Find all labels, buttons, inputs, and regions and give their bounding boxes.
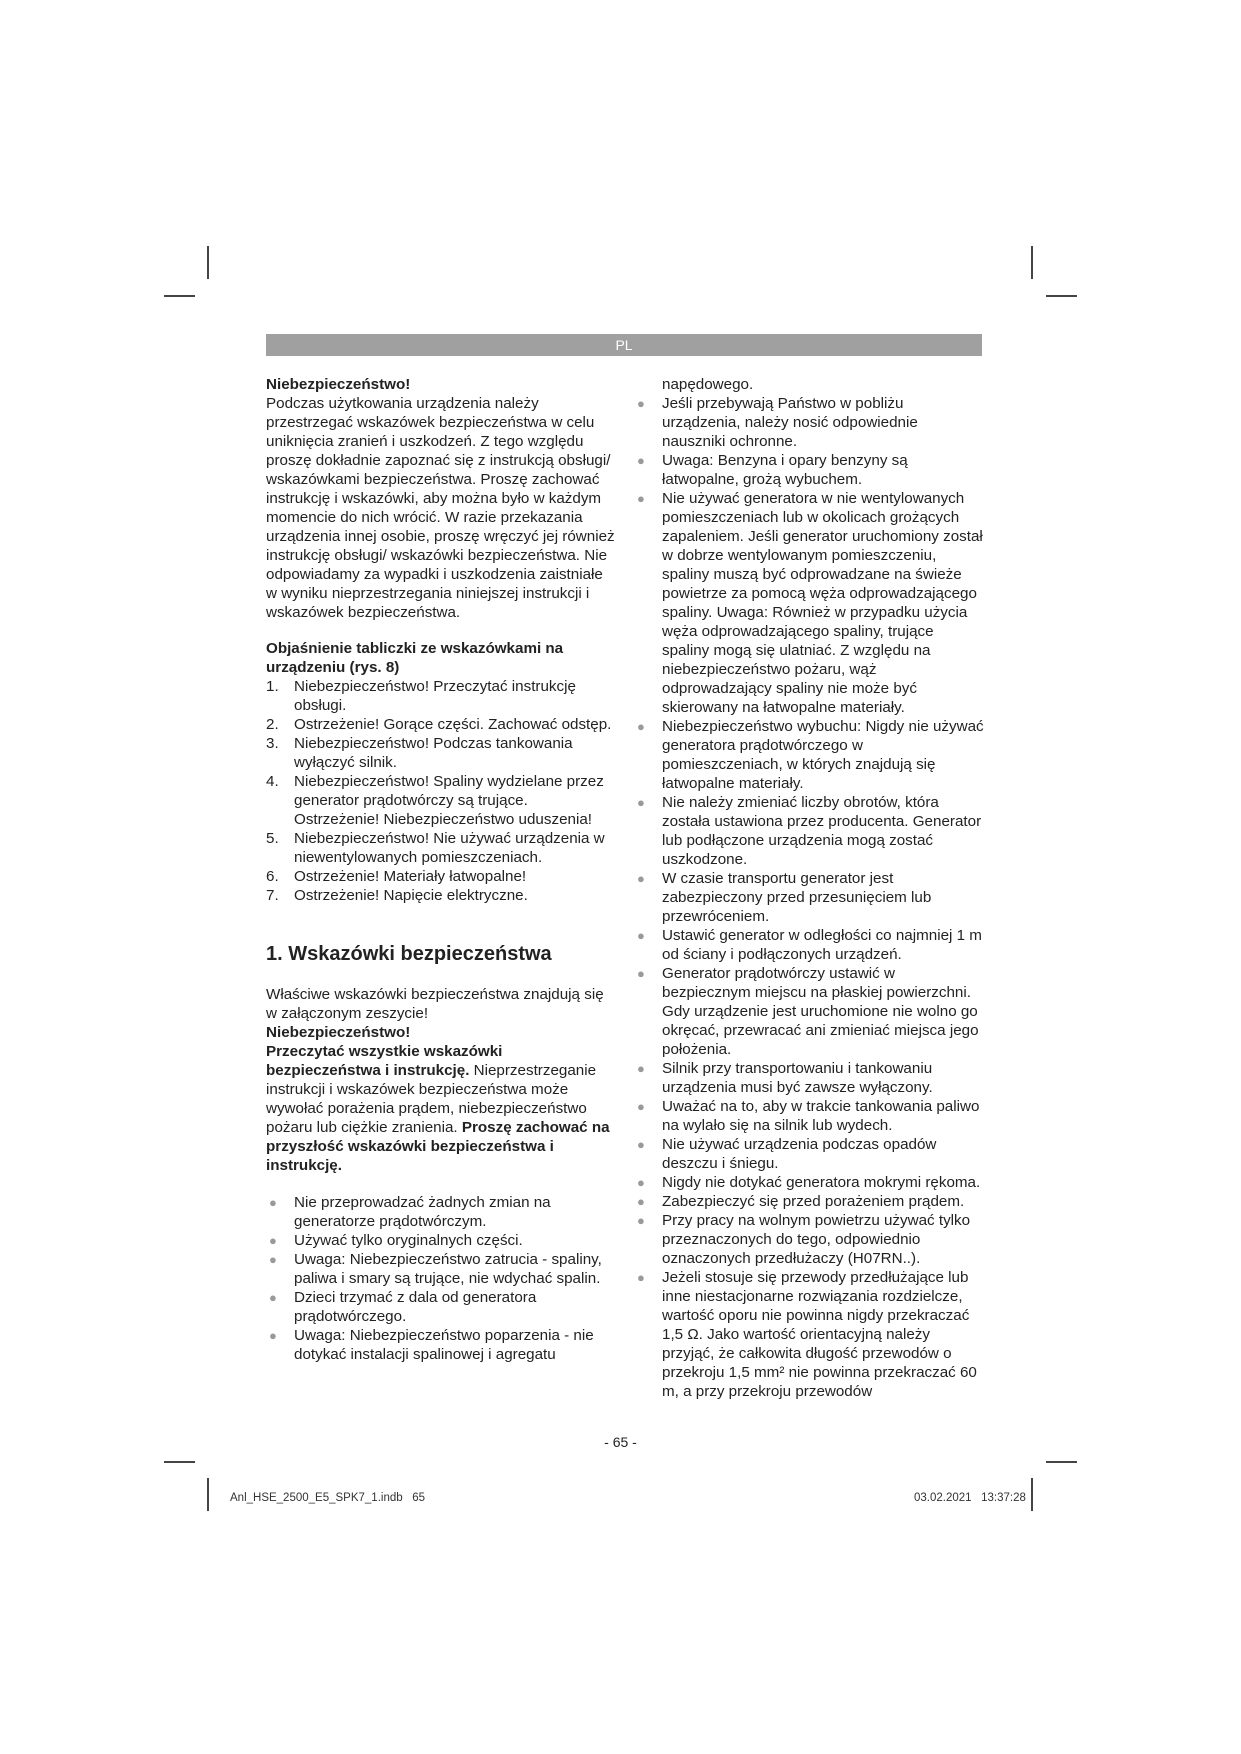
bullet-icon: ●	[637, 871, 645, 886]
crop-mark	[164, 1461, 195, 1463]
crop-mark	[164, 295, 195, 297]
list-item: 1. Niebezpieczeństwo! Przeczytać instrukcję obsługi.	[266, 678, 576, 714]
bullet-icon: ●	[637, 1061, 645, 1076]
list-item: 4. Niebezpieczeństwo! Spaliny wydzielane przez generator prądotwórczy są trujące. Ostrzeżenie! Niebezpieczeństwo uduszenia!	[266, 773, 604, 828]
list-item: ● Uważać na to, aby w trakcie tankowania paliwo na wylało się na silnik lub wydech.	[637, 1098, 980, 1134]
crop-mark	[207, 246, 209, 279]
section-title: 1. Wskazówki bezpieczeństwa	[266, 943, 552, 965]
table-heading: Objaśnienie tabliczki ze wskazówkami na urządzeniu (rys. 8)	[266, 640, 564, 676]
bullet-icon: ●	[269, 1195, 277, 1210]
bullet-icon: ●	[637, 1137, 645, 1152]
bullet-icon: ●	[637, 966, 645, 981]
list-item: ● Zabezpieczyć się przed porażeniem prądem.	[637, 1193, 965, 1210]
continuation-text: napędowego.	[662, 376, 754, 393]
read-all-paragraph: Przeczytać wszystkie wskazówki bezpieczeństwa i instrukcję. Nieprzestrzeganie instrukcji i wskazówek bezpieczeństwa może wywołać porażenia prądem, niebezpieczeństwo pożaru lub ciężkie zranienia. Proszę zachować na przyszłość wskazówki bezpieczeństwa i instrukcję.	[266, 1043, 610, 1174]
list-item: ● Silnik przy transportowaniu i tankowaniu urządzenia musi być zawsze wyłączony.	[637, 1060, 933, 1096]
bullet-icon: ●	[637, 491, 645, 506]
crop-mark	[207, 1478, 209, 1511]
bullet-icon: ●	[269, 1233, 277, 1248]
bullet-icon: ●	[637, 1270, 645, 1285]
crop-mark	[1031, 246, 1033, 279]
warning-table-list	[266, 677, 616, 905]
list-item: ● Generator prądotwórczy ustawić w bezpiecznym miejscu na płaskiej powierzchni. Gdy urządzenie jest uruchomione nie wolno go okręcać, przewracać ani zmieniać miejsca jego położenia.	[637, 965, 979, 1058]
list-item: ● Niebezpieczeństwo wybuchu: Nigdy nie używać generatora prądotwórczego w pomieszczeniach, w których znajdują się łatwopalne materiały.	[637, 718, 984, 792]
list-item: ● Używać tylko oryginalnych części.	[269, 1232, 523, 1249]
page-number: - 65 -	[604, 1434, 637, 1450]
bullet-icon: ●	[269, 1252, 277, 1267]
bullet-icon: ●	[637, 1175, 645, 1190]
left-column	[266, 375, 616, 1364]
crop-mark	[1031, 1478, 1033, 1511]
crop-mark	[1046, 1461, 1077, 1463]
crop-mark	[1046, 295, 1077, 297]
list-item: ● Nie przeprowadzać żadnych zmian na generatorze prądotwórczym.	[269, 1194, 551, 1230]
bullet-icon: ●	[637, 1194, 645, 1209]
list-item: ● Ustawić generator w odległości co najmniej 1 m od ściany i podłączonych urządzeń.	[637, 927, 982, 963]
list-item: ● Nie należy zmieniać liczby obrotów, która została ustawiona przez producenta. Generator lub podłączone urządzenia mogą zostać uszkodzone.	[637, 794, 982, 868]
section-intro: Właściwe wskazówki bezpieczeństwa znajdują się w załączonym zeszycie!	[266, 986, 604, 1022]
list-item: ● Nigdy nie dotykać generatora mokrymi rękoma.	[637, 1174, 981, 1191]
intro-heading: Niebezpieczeństwo!	[266, 376, 411, 393]
footer-file-info: Anl_HSE_2500_E5_SPK7_1.indb 65	[230, 1492, 426, 1504]
list-item: ● Dzieci trzymać z dala od generatora prądotwórczego.	[269, 1289, 537, 1325]
list-item: 2. Ostrzeżenie! Gorące części. Zachować odstęp.	[266, 716, 612, 733]
list-item: 5. Niebezpieczeństwo! Nie używać urządzenia w niewentylowanych pomieszczeniach.	[266, 830, 605, 866]
bullet-icon: ●	[637, 719, 645, 734]
intro-paragraph: Podczas użytkowania urządzenia należy przestrzegać wskazówek bezpieczeństwa w celu uniknięcia zranień i uszkodzeń. Z tego względu proszę dokładnie zapoznać się z instrukcją obsługi/ wskazówkami bezpieczeństwa. Proszę zachować instrukcję i wskazówki, aby można było w każdym momencie do nich wrócić. W razie przekazania urządzenia innej osobie, proszę wręczyć jej również instrukcję obsługi/ wskazówki bezpieczeństwa. Nie odpowiadamy za wypadki i uszkodzenia zaistniałe w wyniku nieprzestrzegania niniejszej instrukcji i wskazówek bezpieczeństwa.	[266, 395, 615, 621]
bullet-icon: ●	[269, 1328, 277, 1343]
safety-bullet-list-continued	[634, 394, 984, 1401]
bullet-icon: ●	[637, 795, 645, 810]
list-item: 3. Niebezpieczeństwo! Podczas tankowania wyłączyć silnik.	[266, 735, 573, 771]
danger-label: Niebezpieczeństwo!	[266, 1024, 411, 1041]
list-item: ● Uwaga: Niebezpieczeństwo zatrucia - spaliny, paliwa i smary są trujące, nie wdychać spalin.	[269, 1251, 602, 1287]
bullet-icon: ●	[637, 453, 645, 468]
list-item: ● Uwaga: Benzyna i opary benzyny są łatwopalne, grożą wybuchem.	[637, 452, 908, 488]
list-item: 7. Ostrzeżenie! Napięcie elektryczne.	[266, 887, 528, 904]
language-header-bar	[266, 334, 982, 356]
safety-bullet-list	[266, 1193, 616, 1364]
bullet-icon: ●	[269, 1290, 277, 1305]
bullet-icon: ●	[637, 396, 645, 411]
list-item: ● Uwaga: Niebezpieczeństwo poparzenia - nie dotykać instalacji spalinowej i agregatu	[269, 1327, 594, 1363]
list-item: ● Przy pracy na wolnym powietrzu używać tylko przeznaczonych do tego, odpowiednio oznaczonych przedłużaczy (H07RN..).	[637, 1212, 971, 1267]
list-item: ● Nie używać urządzenia podczas opadów deszczu i śniegu.	[637, 1136, 937, 1172]
bullet-icon: ●	[637, 1213, 645, 1228]
language-label: PL	[615, 337, 633, 353]
bullet-icon: ●	[637, 1099, 645, 1114]
list-item: ● Jeżeli stosuje się przewody przedłużające lub inne niestacjonarne rozwiązania rozdzielcze, wartość oporu nie powinna nigdy przekraczać 1,5 Ω. Jako wartość orientacyjną należy przyjąć, że całkowita długość przewodów o przekroju 1,5 mm² nie powinna przekraczać 60 m, a przy przekroju przewodów	[637, 1269, 977, 1400]
right-column	[634, 375, 984, 1401]
list-item: ● Nie używać generatora w nie wentylowanych pomieszczeniach lub w okolicach grożących zapaleniem. Jeśli generator uruchomiony został w dobrze wentylowanym pomieszczeniu, spaliny muszą być odprowadzane na świeże powietrze za pomocą węża odprowadzającego spaliny. Uwaga: Również w przypadku użycia węża odprowadzającego spaliny, trujące spaliny mogą się ulatniać. Z względu na niebezpieczeństwo pożaru, wąż odprowadzający spaliny nie może być skierowany na łatwopalne materiały.	[637, 490, 983, 716]
list-item: 6. Ostrzeżenie! Materiały łatwopalne!	[266, 868, 527, 885]
bullet-icon: ●	[637, 928, 645, 943]
list-item: ● W czasie transportu generator jest zabezpieczony przed przesunięciem lub przewróceniem.	[637, 870, 932, 925]
footer-datetime: 03.02.2021 13:37:28	[914, 1492, 1026, 1504]
list-item: ● Jeśli przebywają Państwo w pobliżu urządzenia, należy nosić odpowiednie nauszniki ochronne.	[637, 395, 918, 450]
